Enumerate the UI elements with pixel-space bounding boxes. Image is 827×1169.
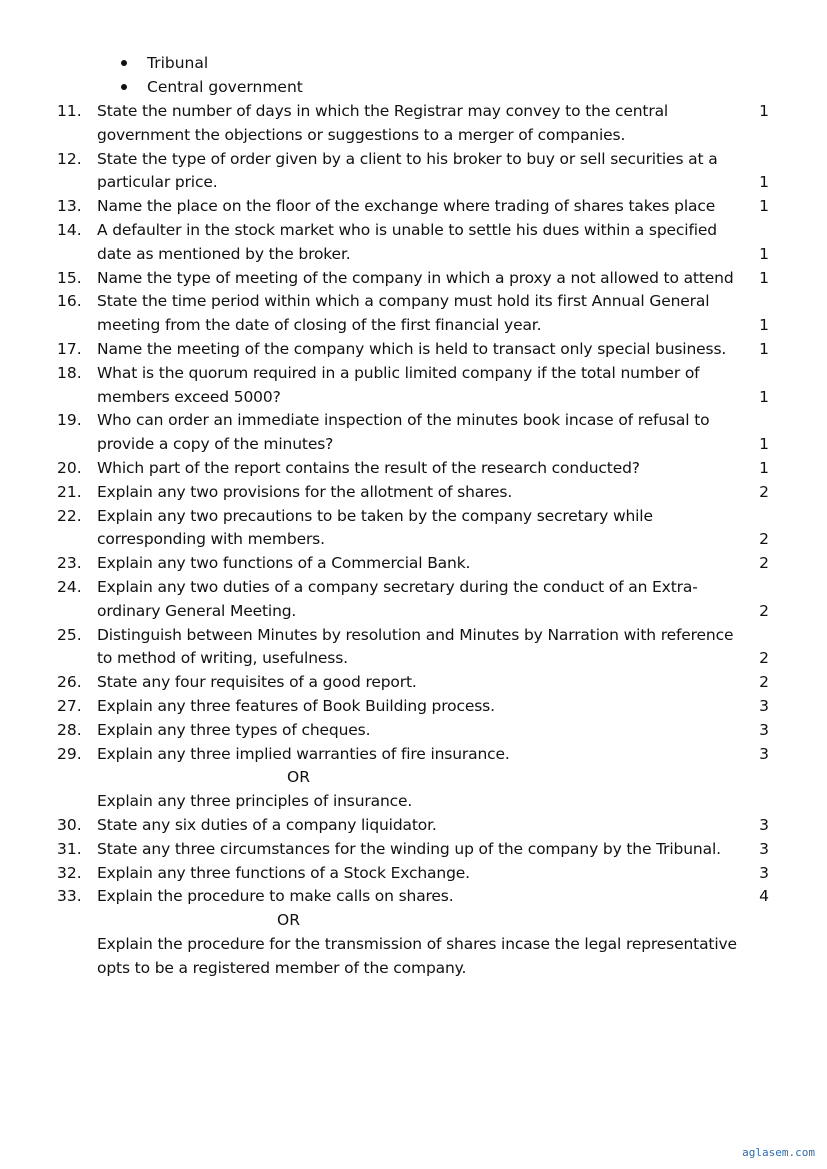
question-item <box>0 457 827 481</box>
question-number: 11. <box>57 102 82 120</box>
question-text: Name the type of meeting of the company in which a proxy a not allowed to attend <box>97 268 734 287</box>
or-label: OR <box>287 768 310 787</box>
question-marks: 3 <box>759 863 769 882</box>
question-marks: 1 <box>759 339 769 358</box>
question-text: Which part of the report contains the result of the research conducted? <box>97 458 640 477</box>
question-number: 24. <box>57 577 82 596</box>
question-number: 16. <box>57 292 82 311</box>
question-text: State any three circumstances for the winding up of the company by the Tribunal. <box>97 839 721 858</box>
question-number: 28. <box>57 720 82 739</box>
question-number: 30. <box>57 815 82 834</box>
question-text: What is the quorum required in a public limited company if the total number of members exceed 5000? <box>97 363 700 406</box>
question-item <box>0 148 827 196</box>
question-item <box>0 576 827 624</box>
question-text: Name the meeting of the company which is held to transact only special business. <box>97 339 727 358</box>
question-item <box>0 862 827 886</box>
question-item <box>0 624 827 672</box>
question-number: 21. <box>57 482 82 501</box>
or-label: OR <box>277 911 300 930</box>
alternative-question-text: Explain the procedure for the transmission of shares incase the legal representative opts to be a registered member of the company. <box>97 934 737 977</box>
question-item <box>0 695 827 719</box>
question-item <box>0 481 827 505</box>
question-number: 25. <box>57 625 82 644</box>
question-number: 32. <box>57 863 82 882</box>
bullet-label: Central government <box>147 78 303 96</box>
or-separator <box>0 766 827 790</box>
question-marks: 2 <box>759 649 769 668</box>
question-marks: 1 <box>759 268 769 287</box>
question-text: Explain any three implied warranties of fire insurance. <box>97 744 510 763</box>
bullet-item <box>118 52 303 76</box>
question-number: 22. <box>57 506 82 525</box>
question-number: 14. <box>57 220 82 239</box>
question-text: Explain any three functions of a Stock Exchange. <box>97 863 470 882</box>
question-number: 29. <box>57 744 82 763</box>
bullet-icon <box>121 60 127 66</box>
question-text: Who can order an immediate inspection of the minutes book incase of refusal to provide a copy of the minutes? <box>97 411 710 454</box>
question-text: Name the place on the floor of the exchange where trading of shares takes place <box>97 197 716 216</box>
question-number: 19. <box>57 411 82 430</box>
question-marks: 1 <box>759 102 769 120</box>
question-marks: 1 <box>759 387 769 406</box>
bullet-icon <box>121 84 127 90</box>
question-item <box>0 719 827 743</box>
question-number: 26. <box>57 673 82 692</box>
question-text: Explain any two precautions to be taken by the company secretary while corresponding with members. <box>97 506 653 549</box>
question-item <box>0 885 827 909</box>
question-text: Explain any two functions of a Commercial Bank. <box>97 554 471 573</box>
question-marks: 4 <box>759 887 769 906</box>
question-number: 31. <box>57 839 82 858</box>
option-bullet-list <box>118 52 303 100</box>
question-item <box>0 671 827 695</box>
question-item <box>0 743 827 767</box>
question-item <box>0 290 827 338</box>
question-number: 15. <box>57 268 82 287</box>
question-item <box>0 267 827 291</box>
question-text: State any six duties of a company liquidator. <box>97 815 437 834</box>
question-marks: 3 <box>759 720 769 739</box>
question-text: Explain any three features of Book Building process. <box>97 696 495 715</box>
question-text: State the number of days in which the Registrar may convey to the central government the objections or suggestions to a merger of companies. <box>97 102 669 144</box>
question-marks: 1 <box>759 316 769 335</box>
question-number: 17. <box>57 339 82 358</box>
question-item <box>0 219 827 267</box>
question-number: 12. <box>57 149 82 168</box>
question-marks: 1 <box>759 458 769 477</box>
question-marks: 1 <box>759 197 769 216</box>
question-marks: 2 <box>759 530 769 549</box>
bullet-label: Tribunal <box>147 54 209 72</box>
question-marks: 2 <box>759 554 769 573</box>
question-number: 13. <box>57 197 82 216</box>
question-text: Explain any two duties of a company secretary during the conduct of an Extra-ordinary General Meeting. <box>97 577 698 620</box>
question-marks: 2 <box>759 673 769 692</box>
or-separator <box>0 909 827 933</box>
question-marks: 1 <box>759 173 769 192</box>
question-marks: 3 <box>759 696 769 715</box>
question-marks: 3 <box>759 839 769 858</box>
question-item <box>0 552 827 576</box>
question-number: 23. <box>57 554 82 573</box>
question-text: A defaulter in the stock market who is unable to settle his dues within a specified date as mentioned by the broker. <box>97 220 717 263</box>
question-item <box>0 409 827 457</box>
question-item <box>0 838 827 862</box>
question-number: 20. <box>57 458 82 477</box>
question-text: State the type of order given by a client to his broker to buy or sell securities at a particular price. <box>97 149 718 192</box>
question-marks: 1 <box>759 435 769 454</box>
question-item <box>0 195 827 219</box>
question-item <box>0 814 827 838</box>
question-item <box>0 362 827 410</box>
question-list <box>0 100 827 980</box>
question-item <box>0 100 827 148</box>
question-text: Explain any three types of cheques. <box>97 720 371 739</box>
question-marks: 1 <box>759 244 769 263</box>
watermark: aglasem.com <box>742 1146 815 1159</box>
question-number: 33. <box>57 887 82 906</box>
question-marks: 2 <box>759 601 769 620</box>
question-marks: 3 <box>759 744 769 763</box>
question-text: State the time period within which a company must hold its first Annual General meeting from the date of closing of the first financial year. <box>97 292 710 335</box>
question-text: Distinguish between Minutes by resolution and Minutes by Narration with reference to method of writing, usefulness. <box>97 625 734 668</box>
alternative-question-text: Explain any three principles of insurance. <box>97 792 413 811</box>
question-item <box>0 338 827 362</box>
bullet-item <box>118 76 303 100</box>
question-number: 18. <box>57 363 82 382</box>
question-marks: 3 <box>759 815 769 834</box>
question-text: Explain the procedure to make calls on shares. <box>97 887 454 906</box>
question-marks: 2 <box>759 482 769 501</box>
question-text: Explain any two provisions for the allotment of shares. <box>97 482 513 501</box>
question-text: State any four requisites of a good report. <box>97 673 417 692</box>
question-item <box>0 505 827 553</box>
question-number: 27. <box>57 696 82 715</box>
